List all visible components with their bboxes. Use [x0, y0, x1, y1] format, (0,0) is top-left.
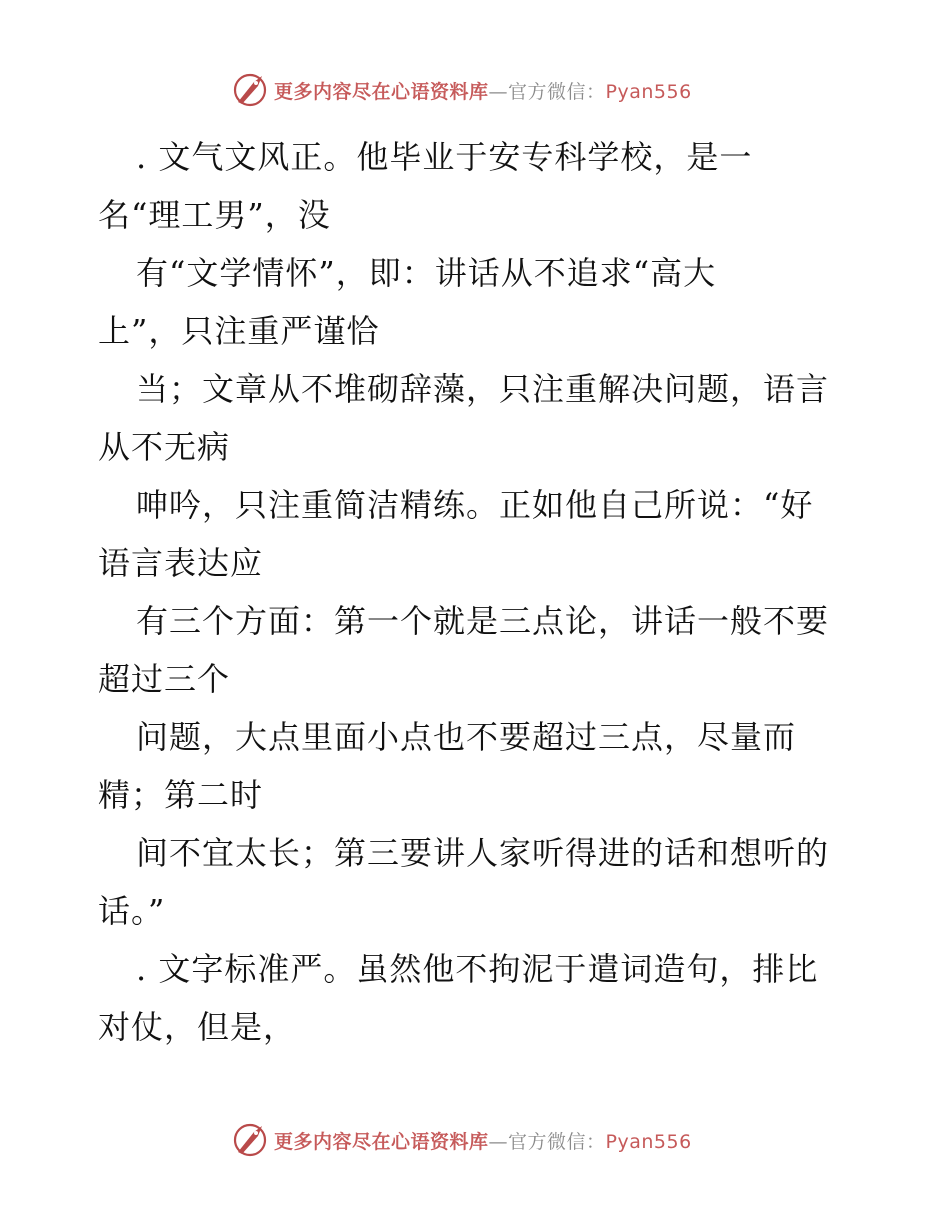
text-line: 对仗，但是，	[98, 1008, 297, 1046]
text-line: 名“理工男”，没	[98, 196, 331, 234]
text-line: 超过三个	[98, 660, 231, 698]
header-banner	[232, 72, 692, 108]
text-line: 话。”	[98, 892, 166, 930]
pen-nib-logo-icon	[232, 72, 270, 108]
document-body	[98, 128, 888, 1056]
text-line: . 文字标准严。虽然他不拘泥于遣词造句，排比	[136, 950, 819, 988]
text-line: 上”，只注重严谨恰	[98, 312, 380, 350]
footer-banner	[232, 1122, 692, 1158]
text-line: 有三个方面：第一个就是三点论，讲话一般不要	[136, 602, 830, 640]
text-line: 从不无病	[98, 428, 231, 466]
text-line: 当；文章从不堆砌辞藻，只注重解决问题，语言	[136, 370, 830, 408]
footer-banner-text: 更多内容尽在心语资料库—官方微信：Pyan556	[274, 1130, 692, 1153]
text-line: . 文气文风正。他毕业于安专科学校，是一	[136, 138, 753, 176]
text-line: 间不宜太长；第三要讲人家听得进的话和想听的	[136, 834, 830, 872]
text-line: 语言表达应	[98, 544, 264, 582]
pen-nib-logo-icon	[232, 1122, 270, 1158]
header-banner-text: 更多内容尽在心语资料库—官方微信：Pyan556	[274, 80, 692, 103]
text-line: 精；第二时	[98, 776, 264, 814]
text-line: 呻吟，只注重简洁精练。正如他自己所说：“好	[136, 486, 814, 524]
text-line: 有“文学情怀”，即：讲话从不追求“高大	[136, 254, 717, 292]
text-line: 问题，大点里面小点也不要超过三点，尽量而	[136, 718, 797, 756]
